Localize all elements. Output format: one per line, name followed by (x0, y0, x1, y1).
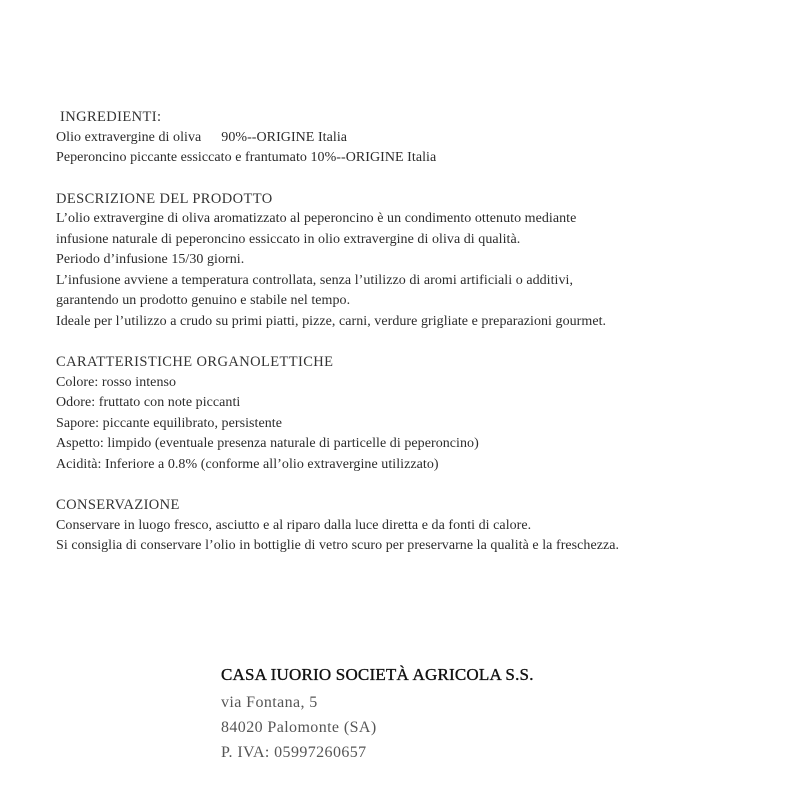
storage-heading: CONSERVAZIONE (56, 497, 180, 513)
storage-line: Conservare in luogo fresco, asciutto e al riparo dalla luce diretta e da fonti di calore. (56, 517, 532, 533)
company-name: CASA IUORIO SOCIETÀ AGRICOLA S.S. (221, 665, 534, 684)
organoleptic-color: Colore: rosso intenso (56, 374, 177, 390)
ingredient-oil-name: Olio extravergine di oliva (56, 129, 202, 145)
organoleptic-appearance: Aspetto: limpido (eventuale presenza naturale di particelle di peperoncino) (56, 436, 479, 451)
description-line: L’infusione avviene a temperatura controllata, senza l’utilizzo di aromi artificiali o additivi, (56, 272, 574, 288)
ingredient-pepper-line: Peperoncino piccante essiccato e frantumato 10%--ORIGINE Italia (56, 150, 437, 165)
description-line: L’olio extravergine di oliva aromatizzato al peperoncino è un condimento ottenuto mediante (56, 211, 577, 226)
storage-section (56, 495, 786, 557)
ingredient-oil-value: 90%--ORIGINE Italia (221, 129, 348, 145)
organoleptic-heading: CARATTERISTICHE ORGANOLETTICHE (56, 354, 334, 370)
company-vat: P. IVA: 05997260657 (221, 744, 367, 761)
company-footer (221, 662, 721, 765)
organoleptic-acidity: Acidità: Inferiore a 0.8% (conforme all’olio extravergine utilizzato) (56, 456, 439, 472)
storage-line: Si consiglia di conservare l’olio in bottiglie di vetro scuro per preservarne la qualità e la freschezza. (56, 538, 620, 553)
description-line: garantendo un prodotto genuino e stabile nel tempo. (56, 293, 351, 308)
description-line: Periodo d’infusione 15/30 giorni. (56, 252, 245, 267)
ingredients-section (56, 107, 786, 169)
ingredients-heading: INGREDIENTI: (60, 109, 162, 125)
organoleptic-flavor: Sapore: piccante equilibrato, persistente (56, 415, 282, 431)
description-heading: DESCRIZIONE DEL PRODOTTO (56, 190, 273, 207)
organoleptic-section (56, 352, 786, 475)
description-line: infusione naturale di peperoncino essiccato in olio extravergine di oliva di qualità. (56, 231, 521, 247)
ingredient-oil-line (56, 128, 786, 149)
company-street: via Fontana, 5 (221, 694, 318, 711)
company-city: 84020 Palomonte (SA) (221, 719, 377, 736)
organoleptic-odor: Odore: fruttato con note piccanti (56, 395, 241, 410)
product-sheet (56, 107, 786, 577)
description-section (56, 189, 786, 333)
description-line: Ideale per l’utilizzo a crudo su primi piatti, pizze, carni, verdure grigliate e preparazioni gourmet. (56, 313, 607, 329)
